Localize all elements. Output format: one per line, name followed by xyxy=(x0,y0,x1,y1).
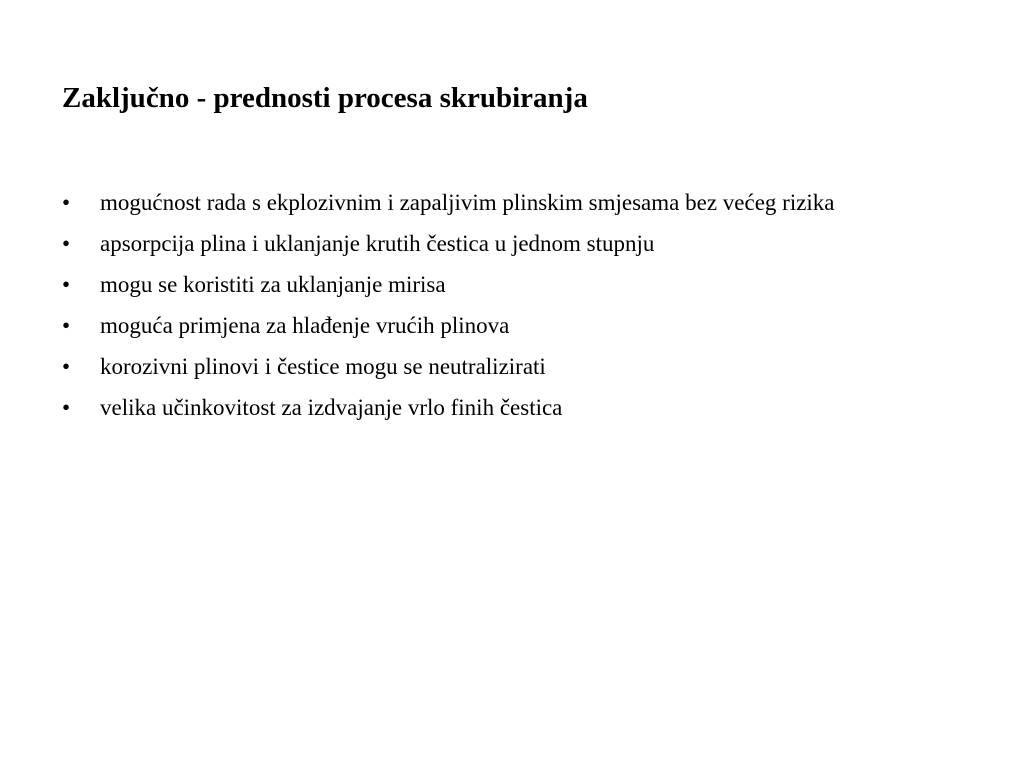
list-item-text: mogućnost rada s ekplozivnim i zapaljivim plinskim smjesama bez većeg rizika xyxy=(100,190,835,215)
list-item xyxy=(62,391,962,424)
bullet-icon: • xyxy=(62,313,71,338)
bullet-icon: • xyxy=(62,395,71,420)
list-item xyxy=(62,227,962,260)
list-item xyxy=(62,350,962,383)
list-item-text: korozivni plinovi i čestice mogu se neutralizirati xyxy=(100,354,546,379)
list-item-text: apsorpcija plina i uklanjanje krutih čestica u jednom stupnju xyxy=(100,231,655,256)
bullet-icon: • xyxy=(62,272,71,297)
bullet-icon: • xyxy=(62,354,71,379)
list-item-text: moguća primjena za hlađenje vrućih plinova xyxy=(100,313,510,338)
bullet-icon: • xyxy=(62,190,71,215)
list-item-text: mogu se koristiti za uklanjanje mirisa xyxy=(100,272,446,297)
list-item-text: velika učinkovitost za izdvajanje vrlo finih čestica xyxy=(100,395,563,420)
slide-title: Zaključno - prednosti procesa skrubiranja xyxy=(62,82,588,114)
bullet-list xyxy=(62,186,962,432)
list-item xyxy=(62,268,962,301)
list-item xyxy=(62,309,962,342)
list-item xyxy=(62,186,962,219)
bullet-icon: • xyxy=(62,231,71,256)
